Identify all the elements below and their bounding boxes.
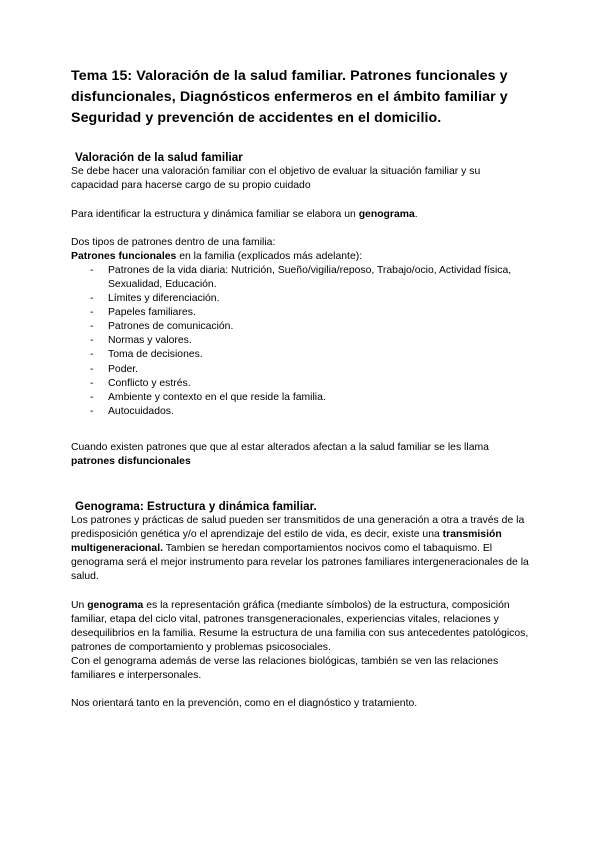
patrones-funcionales-term: Patrones funcionales bbox=[71, 250, 177, 262]
list-item-label: Poder. bbox=[108, 363, 139, 375]
list-item-label: Ambiente y contexto en el que reside la familia. bbox=[108, 391, 326, 403]
list-item bbox=[71, 348, 529, 362]
genograma-term-2: genograma bbox=[87, 599, 144, 611]
list-item bbox=[71, 306, 529, 320]
list-item bbox=[71, 334, 529, 348]
list-item-label: Conflicto y estrés. bbox=[108, 377, 191, 389]
list-item-label: Límites y diferenciación. bbox=[108, 293, 220, 305]
patrones-disfuncionales-term: patrones disfuncionales bbox=[71, 455, 191, 467]
genograma-term: genograma bbox=[358, 208, 415, 220]
definicion-pre: Un bbox=[71, 599, 88, 611]
list-bullet-dash-icon: - bbox=[90, 293, 94, 305]
page-title: Tema 15: Valoración de la salud familiar. Patrones funcionales y disfuncionales, Diagnósticos enfermeros en el ámbito familiar y Seguridad y prevención de accidentes en el domicilio. bbox=[71, 68, 508, 126]
genograma-lead-post: . bbox=[414, 208, 418, 220]
paragraph-orientacion: Nos orientará tanto en la prevención, como en el diagnóstico y tratamiento. bbox=[71, 698, 418, 710]
list-bullet-dash-icon: - bbox=[90, 321, 94, 333]
list-item bbox=[71, 391, 529, 405]
list-item bbox=[71, 320, 529, 334]
section-heading-genograma: Genograma: Estructura y dinámica familiar. bbox=[75, 500, 317, 514]
transmision-multigeneracional-term: transmisión multigeneracional. bbox=[71, 529, 502, 555]
spacer bbox=[71, 469, 529, 499]
paragraph-definicion-genograma bbox=[71, 599, 529, 655]
paragraph-patrones-funcionales bbox=[71, 250, 529, 264]
list-bullet-dash-icon: - bbox=[90, 264, 94, 276]
patrones-funcionales-rest: en la familia (explicados más adelante): bbox=[176, 250, 363, 262]
spacer bbox=[71, 194, 529, 208]
list-bullet-dash-icon: - bbox=[90, 377, 94, 389]
list-item-label: Normas y valores. bbox=[108, 335, 192, 347]
list-item-label: Patrones de comunicación. bbox=[108, 321, 234, 333]
list-item bbox=[71, 363, 529, 377]
spacer bbox=[71, 419, 529, 441]
list-item-label: Autocuidados. bbox=[108, 405, 174, 417]
spacer bbox=[71, 222, 529, 236]
transmision-post: Tambien se heredan comportamientos nocivos como el tabaquismo. El genograma será el mejor instrumento para revelar los patrones familiares intergeneracionales de la salud. bbox=[71, 543, 529, 583]
list-bullet-dash-icon: - bbox=[90, 391, 94, 403]
list-bullet-dash-icon: - bbox=[90, 349, 94, 361]
list-bullet-dash-icon: - bbox=[90, 405, 94, 417]
genograma-lead-pre: Para identificar la estructura y dinámica familiar se elabora un bbox=[71, 208, 359, 220]
list-item bbox=[71, 264, 529, 292]
list-item bbox=[71, 377, 529, 391]
patrones-funcionales-list bbox=[71, 264, 529, 419]
paragraph-patrones-disfuncionales bbox=[71, 441, 529, 469]
paragraph-transmision bbox=[71, 514, 529, 584]
list-item bbox=[71, 405, 529, 419]
paragraph-relaciones: Con el genograma además de verse las relaciones biológicas, también se ven las relaciones familiares e interpersonales. bbox=[71, 655, 499, 682]
spacer bbox=[71, 128, 529, 150]
spacer bbox=[71, 683, 529, 697]
list-item-label: Papeles familiares. bbox=[108, 307, 196, 319]
definicion-post: es la representación gráfica (mediante símbolos) de la estructura, composición familiar, etapa del ciclo vital, patrones transgeneracionales, experiencias vitales, relaciones y desequilibrios en la familia. Resume la estructura de una familia con sus antecedentes patológicos, patrones de comportamiento y problemas psicosociales. bbox=[71, 599, 529, 653]
paragraph-valoracion-intro: Se debe hacer una valoración familiar con el objetivo de evaluar la situación familiar y su capacidad para hacerse cargo de su propio cuidado bbox=[71, 166, 481, 192]
list-bullet-dash-icon: - bbox=[90, 363, 94, 375]
spacer bbox=[71, 585, 529, 599]
transmision-pre: Los patrones y prácticas de salud pueden ser transmitidos de una generación a otra a través de la predisposición genética y/o el aprendizaje del estilo de vida, es decir, existe una bbox=[71, 515, 525, 541]
document-content bbox=[71, 66, 529, 711]
list-bullet-dash-icon: - bbox=[90, 307, 94, 319]
section-heading-valoracion: Valoración de la salud familiar bbox=[75, 151, 243, 165]
paragraph-genograma-lead bbox=[71, 208, 529, 222]
disfuncionales-pre: Cuando existen patrones que que al estar alterados afectan a la salud familiar se les llama bbox=[71, 441, 489, 453]
list-item-label: Toma de decisiones. bbox=[108, 349, 203, 361]
paragraph-dos-tipos: Dos tipos de patrones dentro de una familia: bbox=[71, 236, 276, 248]
list-item-label: Patrones de la vida diaria: Nutrición, Sueño/vigilia/reposo, Trabajo/ocio, Actividad física, Sexualidad, Educación. bbox=[108, 264, 512, 290]
list-item bbox=[71, 292, 529, 306]
list-bullet-dash-icon: - bbox=[90, 335, 94, 347]
